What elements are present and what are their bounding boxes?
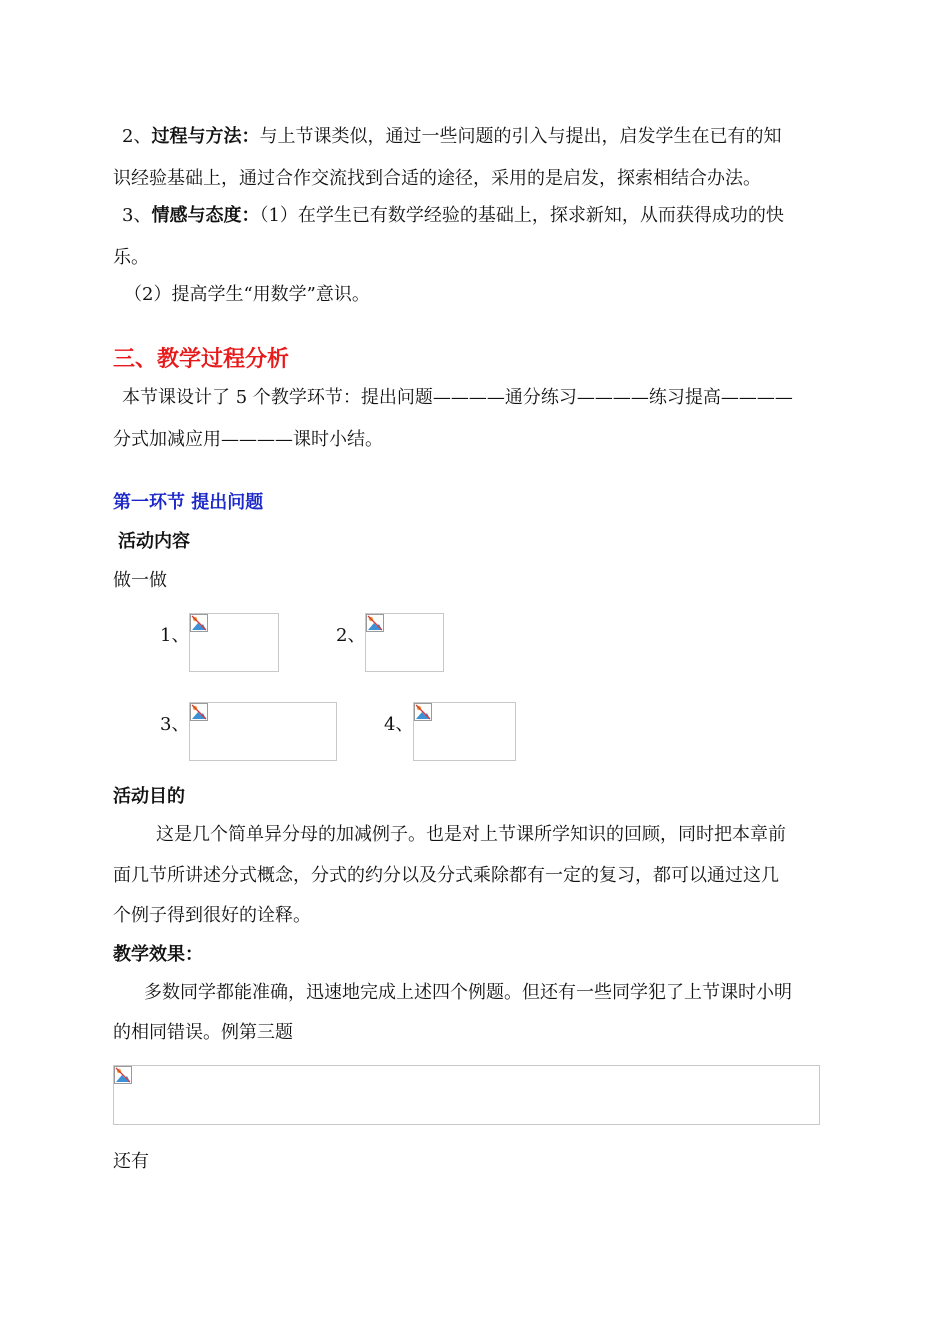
activity-goal-line1: 这是几个简单异分母的加减例子。也是对上节课所学知识的回顾，同时把本章前 xyxy=(156,824,786,845)
section-heading-teaching-process: 三、教学过程分析 xyxy=(113,346,290,372)
objective-process-line1: 2、过程与方法：与上节课类似，通过一些问题的引入与提出，启发学生在已有的知 xyxy=(122,126,782,147)
section3-intro-line2: 分式加减应用————课时小结。 xyxy=(113,429,383,450)
exercise-label-2: 2、 xyxy=(336,625,366,646)
exercise-label-1: 1、 xyxy=(160,625,190,646)
section3-intro-line1: 本节课设计了 5 个教学环节：提出问题————通分练习————练习提高———— xyxy=(122,387,793,408)
broken-image-icon xyxy=(366,614,384,632)
activity-goal-line3: 个例子得到很好的诠释。 xyxy=(113,905,311,926)
teaching-effect-label: 教学效果： xyxy=(113,944,203,965)
objective-attitude-line2: 乐。 xyxy=(113,247,149,268)
activity-goal-line2: 面几节所讲述分式概念，分式的约分以及分式乘除都有一定的复习，都可以通过这几 xyxy=(113,865,779,886)
example-three-image xyxy=(113,1065,820,1125)
broken-image-icon xyxy=(190,614,208,632)
broken-image-icon xyxy=(414,703,432,721)
exercise-label-3: 3、 xyxy=(160,714,190,735)
exercise-label-4: 4、 xyxy=(384,714,414,735)
objective-attitude-heading: 情感与态度： xyxy=(151,205,260,226)
exercise-image-3 xyxy=(189,702,337,761)
exercise-image-2 xyxy=(365,613,444,672)
stage1-heading: 第一环节 提出问题 xyxy=(113,492,264,513)
objective-attitude-point2: （2）提高学生“用数学”意识。 xyxy=(124,284,370,305)
exercise-image-4 xyxy=(413,702,516,761)
broken-image-icon xyxy=(190,703,208,721)
do-it-label: 做一做 xyxy=(113,570,167,591)
objective-attitude-line1: 3、情感与态度：（1）在学生已有数学经验的基础上，探求新知，从而获得成功的快 xyxy=(122,205,784,226)
also-label: 还有 xyxy=(113,1151,149,1172)
objective-process-line2: 识经验基础上，通过合作交流找到合适的途径，采用的是启发，探索相结合办法。 xyxy=(113,168,761,189)
exercise-image-1 xyxy=(189,613,279,672)
broken-image-icon xyxy=(114,1066,132,1084)
activity-content-label: 活动内容 xyxy=(118,531,190,552)
activity-goal-label: 活动目的 xyxy=(113,786,185,807)
teaching-effect-line1: 多数同学都能准确，迅速地完成上述四个例题。但还有一些同学犯了上节课时小明 xyxy=(144,982,792,1003)
teaching-effect-line2: 的相同错误。例第三题 xyxy=(113,1022,293,1043)
objective-process-heading: 过程与方法： xyxy=(151,126,260,147)
